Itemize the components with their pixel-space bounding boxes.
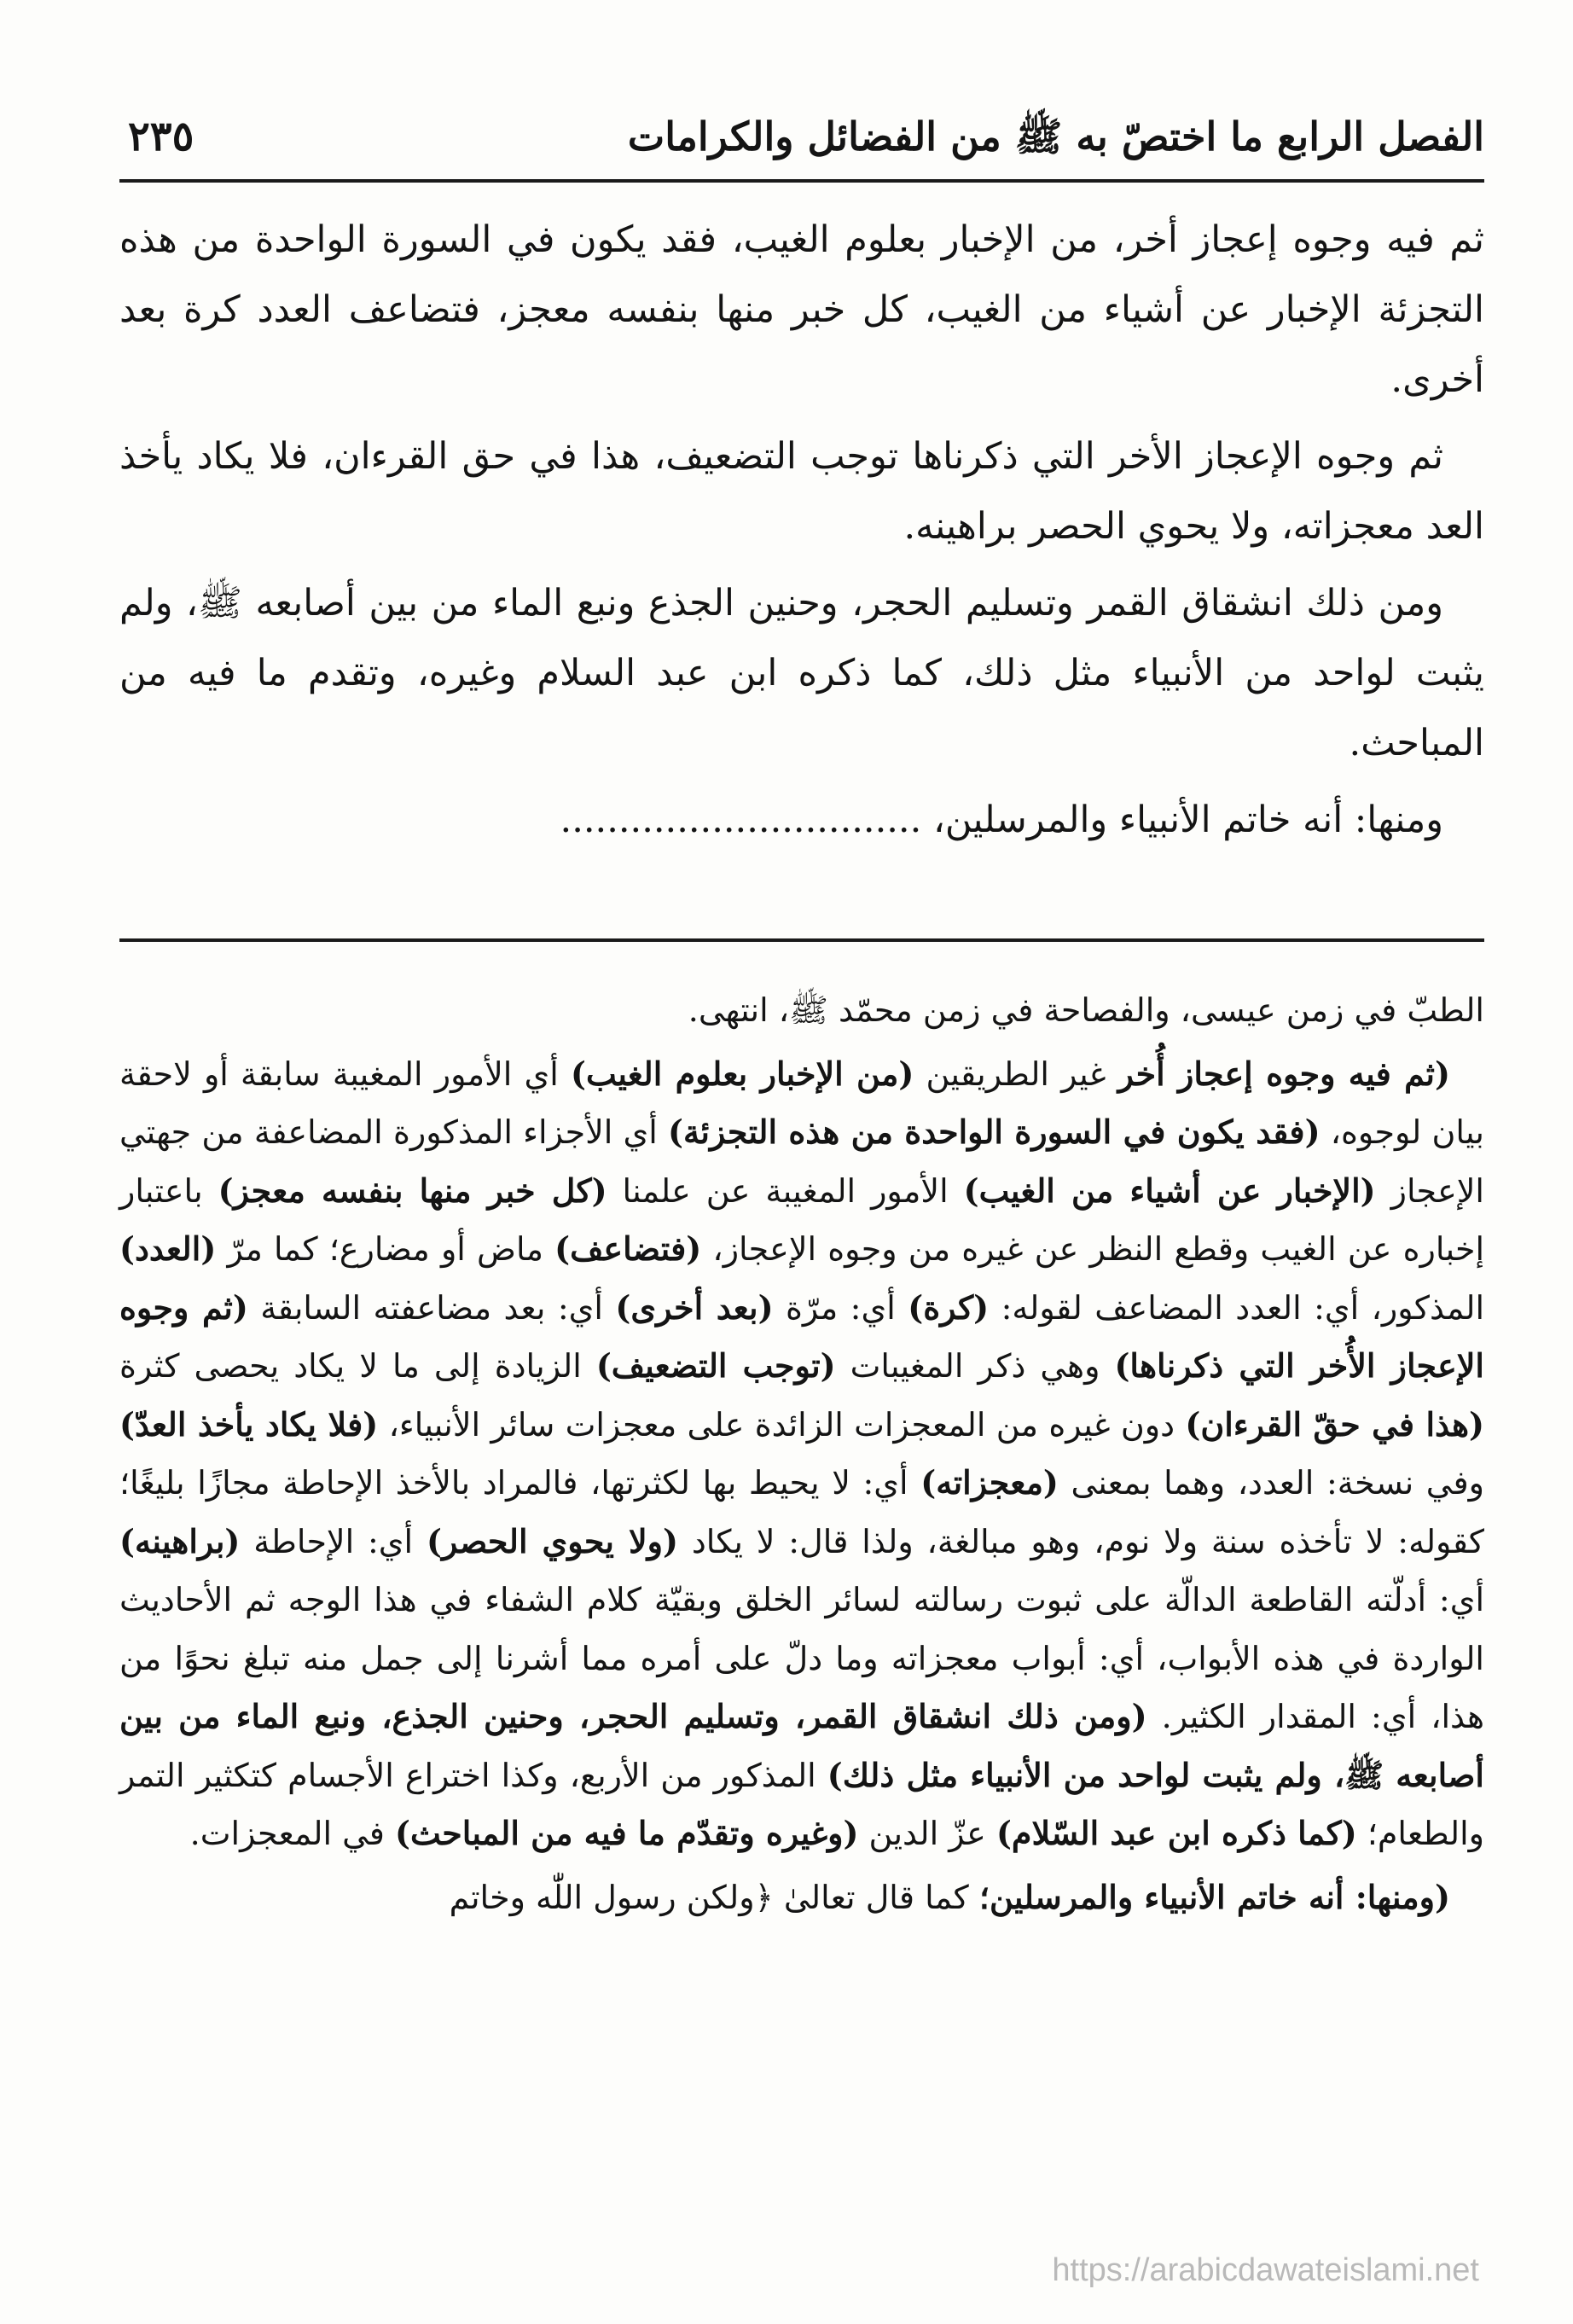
main-paragraph [119,785,1484,855]
commentary-run: ماض أو مضارع؛ كما مرّ [216,1230,555,1268]
commentary-paragraph [119,1045,1484,1863]
quoted-matn-run: (معجزاته) [920,1463,1059,1502]
quoted-matn-run: (براهينه) [119,1521,241,1560]
commentary-run: أي: مرّة [773,1288,908,1327]
main-paragraph: ثم فيه وجوه إعجاز أخر، من الإخبار بعلوم الغيب، فقد يكون في السورة الواحدة من هذه التجزئة الإخبار عن أشياء من الغيب، كل خبر منها بنفسه معجز، فتضاعف العدد كرة بعد أخرى. [119,218,1484,401]
commentary-paragraph: الطبّ في زمن عيسى، والفصاحة في زمن محمّد ﷺ، انتهى. [688,991,1484,1029]
commentary-run: غير الطريقين [914,1055,1118,1093]
commentary-run: كما قال تعالىٰ ﴿ولكن رسول اللّٰه وخاتم [449,1878,979,1916]
commentary-run: أي الأجزاء المذكورة المضاعفة من جهتي الإعجاز [119,1113,1484,1210]
page-number: ٢٣٥ [128,113,194,160]
quoted-matn-run: (توجب التضعيف) [595,1346,836,1385]
commentary-run: وفي نسخة: العدد، وهما بمعنى [1058,1464,1484,1502]
quoted-matn-run: (وغيره وتقدّم ما فيه من المباحث) [395,1814,859,1852]
quoted-matn-run: (من الإخبار بعلوم الغيب) [571,1054,914,1093]
quoted-matn-run: (ومنها: أنه خاتم الأنبياء والمرسلين؛ [978,1877,1450,1916]
commentary-run: أي: بعد مضاعفته السابقة [247,1288,616,1327]
quoted-matn-run: (هذا في حقّ القرءان) [1185,1404,1484,1444]
commentary-paragraph [119,1868,1484,1927]
commentary-text [119,981,1484,1932]
commentary-run: المذكور، أي: العدد المضاعف لقوله: [989,1288,1485,1327]
main-text [119,205,1484,862]
commentary-run: الزيادة إلى ما لا يكاد يحصى كثرة [119,1347,596,1385]
quoted-matn-run: (العدد) [119,1229,217,1268]
quoted-matn-run: (بعد أخرى) [615,1287,774,1327]
chapter-title: الفصل الرابع ما اختصّ به ﷺ من الفضائل والكرامات [627,113,1484,160]
quoted-matn-run: (فقد يكون في السورة الواحدة من هذه التجزئة) [668,1113,1321,1151]
commentary-run: المذكور من الأربع، وكذا اختراع الأجسام كتكثير التمر والطعام؛ [119,1756,1484,1852]
commentary-run: الأمور المغيبة عن علمنا [607,1171,964,1210]
quoted-matn-run: (ومن ذلك انشقاق القمر، وتسليم الحجر، وحنين الجذع، ونبع الماء من بين أصابعه ﷺ، ولم يثبت لواحد من الأنبياء مثل ذلك) [119,1697,1484,1794]
commentary-run: عزّ الدين [858,1815,996,1852]
main-paragraph: ثم وجوه الإعجاز الأخر التي ذكرناها توجب التضعيف، هذا في حق القرءان، فلا يكاد يأخذ العد معجزاته، ولا يحوي الحصر براهينه. [119,435,1484,548]
commentary-run: أي: الإحاطة [240,1522,427,1560]
main-paragraph-text: ومنها: أنه خاتم الأنبياء والمرسلين، [932,799,1443,841]
watermark-url: https://arabicdawateislami.net [1052,2252,1479,2288]
commentary-run: باعتبار إخباره عن الغيب وقطع النظر عن غيره من وجوه الإعجاز، [119,1171,1484,1268]
quoted-matn-run: (ثم وجوه الإعجاز الأُخر التي ذكرناها) [119,1287,1484,1385]
quoted-matn-run: (ولا يحوي الحصر) [426,1521,679,1560]
header-rule [119,179,1484,183]
quoted-matn-run: (كل خبر منها بنفسه معجز) [218,1171,607,1210]
commentary-run: أي الأمور المغيبة سابقة أو لاحقة بيان لوجوه، [119,1055,1484,1151]
quoted-matn-run: (فلا يكاد يأخذ العدّ) [119,1404,379,1444]
commentary-run: دون غيره من المعجزات الزائدة على معجزات سائر الأنبياء، [378,1405,1186,1444]
separator-rule [119,938,1484,942]
commentary-run: أي: لا يحيط بها لكثرتها، فالمراد بالأخذ الإحاطة مجازًا بليغًا؛ كقوله: لا تأخذه سنة ولا نوم، وهو مبالغة، ولذا قال: لا يكاد [119,1464,1485,1560]
commentary-run: أي: أدلّته القاطعة الدالّة على ثبوت رسالته لسائر الخلق وبقيّة كلام الشفاء في هذا الوجه ثم الأحاديث الواردة في هذه الأبواب، أي: أبواب معجزاته وما دلّ على أمره مما أشرنا إلى جمل منه تبلغ نحوًا من هذا، أي: المقدار الكثير. [119,1581,1485,1735]
commentary-run: في المعجزات. [189,1815,395,1852]
quoted-matn-run: (الإخبار عن أشياء من الغيب) [963,1171,1376,1210]
page-header [119,107,1484,175]
commentary-run: وهي ذكر المغيبات [835,1347,1115,1385]
continuation-dots: ............................... [560,799,922,841]
quoted-matn-run: (كرة) [908,1287,990,1327]
quoted-matn-run: (ثم فيه وجوه إعجاز أُخر [1117,1054,1450,1093]
quoted-matn-run: (فتضاعف) [554,1229,702,1268]
main-paragraph: ومن ذلك انشقاق القمر وتسليم الحجر، وحنين الجذع ونبع الماء من بين أصابعه ﷺ، ولم يثبت لواحد من الأنبياء مثل ذلك، كما ذكره ابن عبد السلام وغيره، وتقدم ما فيه من المباحث. [119,582,1484,764]
quoted-matn-run: (كما ذكره ابن عبد السّلام) [995,1814,1357,1852]
